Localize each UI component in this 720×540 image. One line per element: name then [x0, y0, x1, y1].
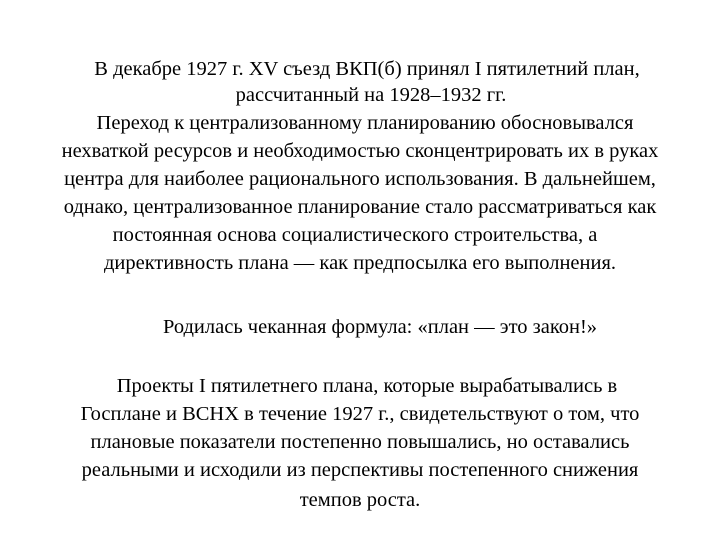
text-line: темпов роста. [299, 489, 421, 511]
text-line: Госплане и ВСНХ в течение 1927 г., свидетельствуют о том, что [80, 403, 640, 425]
text-line: нехваткой ресурсов и необходимостью сконцентрировать их в руках [61, 140, 659, 162]
text-line: плановые показатели постепенно повышались, но оставались [90, 431, 630, 453]
text-line: рассчитанный на 1928–1932 гг. [235, 84, 507, 106]
text-line: Проекты I пятилетнего плана, которые вырабатывались в [116, 375, 618, 397]
text-line: постоянная основа социалистического строительства, а [112, 224, 598, 246]
text-line: директивность плана — как предпосылка его выполнения. [103, 252, 617, 274]
text-line: Родилась чеканная формула: «план — это закон!» [162, 316, 598, 338]
text-line: однако, централизованное планирование стало рассматриваться как [63, 196, 657, 218]
text-line: В декабре 1927 г. XV съезд ВКП(б) принял I пятилетний план, [94, 58, 640, 80]
text-line: реальными и исходили из перспективы постепенного снижения [81, 459, 639, 481]
text-line: центра для наиболее рационального использования. В дальнейшем, [64, 168, 656, 190]
text-line: Переход к централизованному планированию обосновывался [96, 112, 634, 134]
